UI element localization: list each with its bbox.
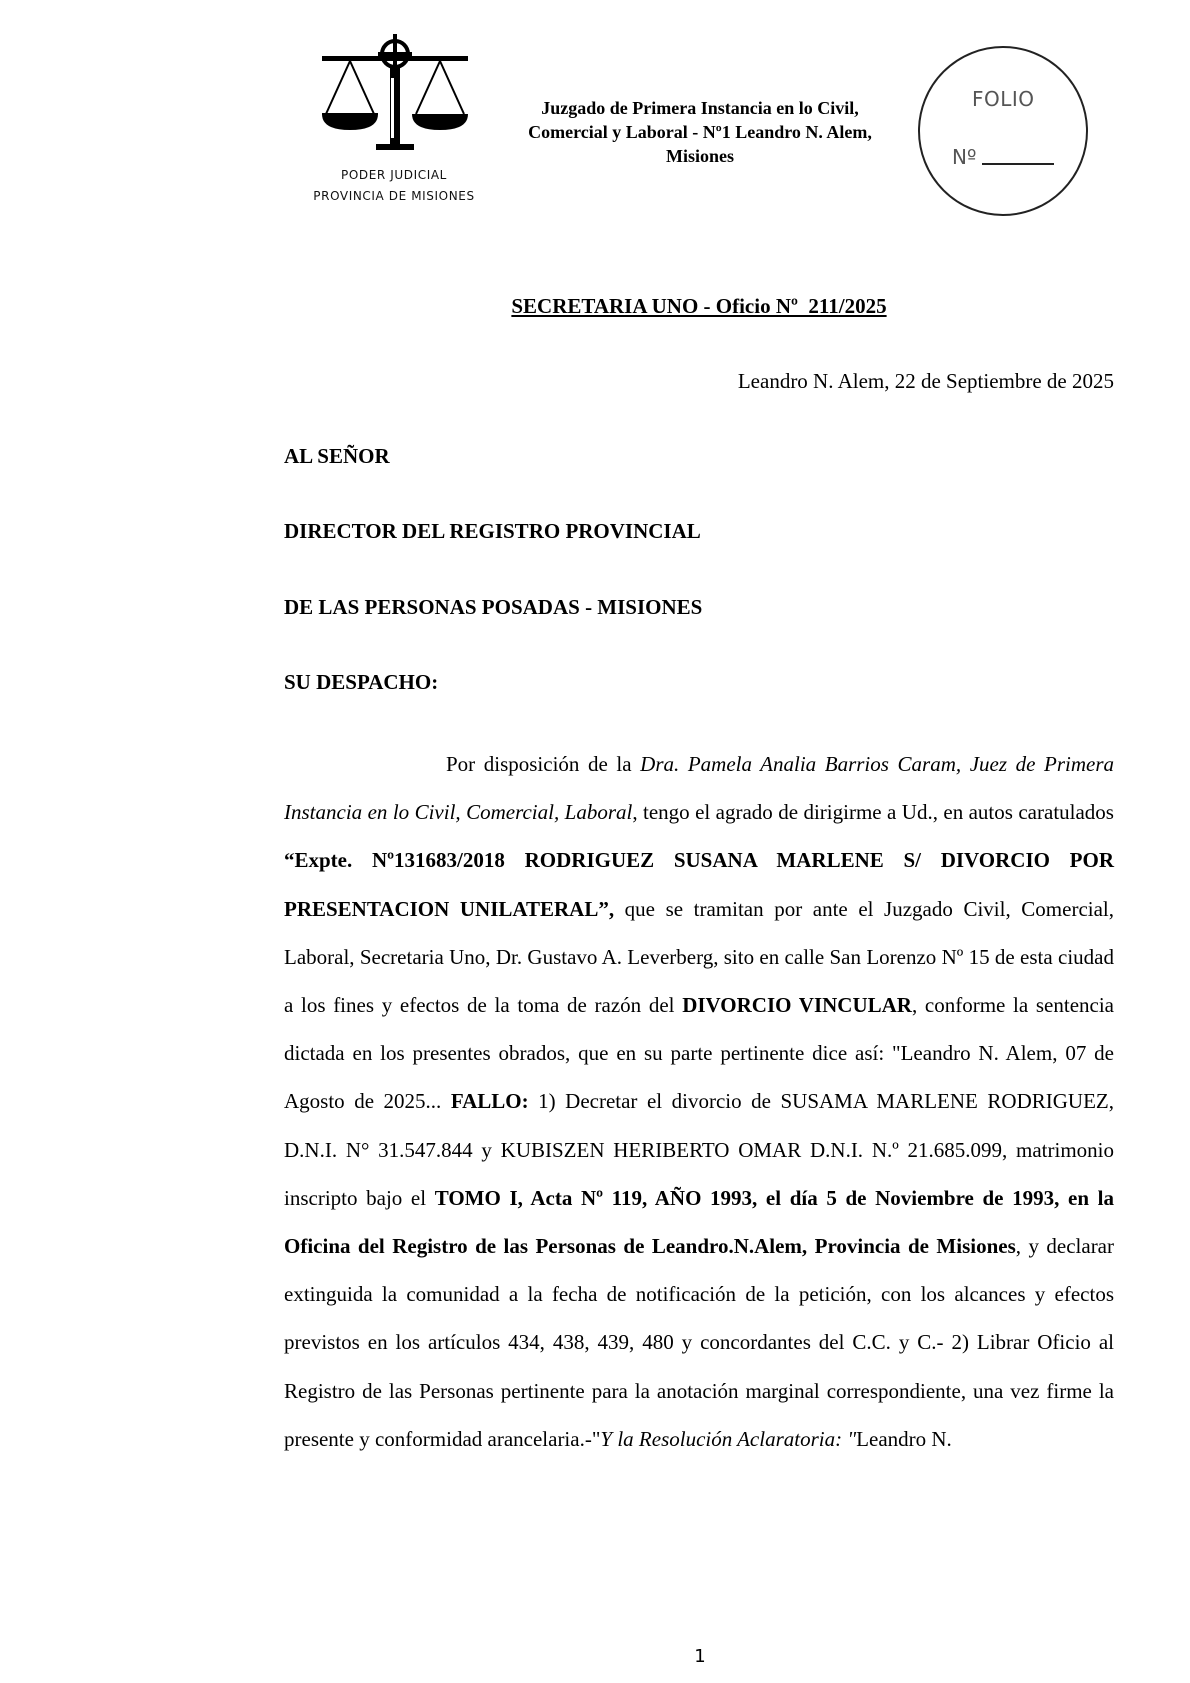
page-number: 1 bbox=[694, 1646, 706, 1667]
body-segment: , tengo el agrado de dirigirme a Ud., en autos caratulados bbox=[632, 800, 1114, 825]
court-title-line-1: Juzgado de Primera Instancia en lo Civil, bbox=[541, 98, 859, 118]
addressee-line-3: DE LAS PERSONAS POSADAS - MISIONES bbox=[284, 595, 703, 619]
seal-text-line-1: PODER JUDICIAL bbox=[341, 168, 447, 182]
body-segment: , conforme la sentencia dictada en los presentes obrados, que en su parte pertinente dice así: "Leandro N. Alem, 07 de Agosto de 2025... bbox=[284, 993, 1114, 1114]
body-divorcio-vincular: DIVORCIO VINCULAR bbox=[682, 993, 912, 1018]
addressee-line-1: AL SEÑOR bbox=[284, 444, 390, 468]
body-segment: , y declarar extinguida la comunidad a la fecha de notificación de la petición, con los alcances y efectos previstos en los artículos 434, 438, 439, 480 y concordantes del C.C. y C.- 2) Librar Oficio al Registro de las Personas pertinente para la anotación marginal correspondiente, una vez firme la presente y conformidad arancelaria.-" bbox=[284, 1234, 1114, 1451]
court-seal-logo bbox=[296, 34, 492, 210]
court-title bbox=[500, 96, 900, 168]
body-segment: Por disposición de la bbox=[446, 752, 641, 776]
body-judge-name: Dra. Pamela Analia Barrios Caram, Juez de Primera Instancia en lo Civil, Comercial, Laboral bbox=[284, 752, 1114, 825]
body-segment: 1) Decretar el divorcio de SUSAMA MARLENE RODRIGUEZ, D.N.I. N° 31.547.844 y KUBISZEN HERIBERTO OMAR D.N.I. N.º 21.685.099, matrimonio inscripto bajo el bbox=[284, 1089, 1114, 1210]
date-line: Leandro N. Alem, 22 de Septiembre de 2025 bbox=[737, 369, 1114, 393]
addressee-line-2: DIRECTOR DEL REGISTRO PROVINCIAL bbox=[284, 519, 701, 543]
seal-text-line-2: PROVINCIA DE MISIONES bbox=[313, 189, 475, 203]
court-title-line-2: Comercial y Laboral - Nº1 Leandro N. Alem, bbox=[528, 122, 872, 142]
body-registry-details: TOMO I, Acta Nº 119, AÑO 1993, el día 5 de Noviembre de 1993, en la Oficina del Registro de las Personas de Leandro.N.Alem, Provincia de Misiones bbox=[284, 1185, 1114, 1259]
scales-of-justice-icon bbox=[322, 34, 468, 164]
body-case-caption: “Expte. Nº131683/2018 RODRIGUEZ SUSANA MARLENE S/ DIVORCIO POR PRESENTACION UNILATERAL”, bbox=[284, 848, 1114, 921]
folio-stamp bbox=[918, 46, 1088, 216]
addressee-line-4: SU DESPACHO: bbox=[284, 670, 439, 694]
body-paragraph bbox=[284, 740, 1114, 1463]
folio-number-label: Nº bbox=[952, 145, 977, 169]
court-title-line-3: Misiones bbox=[665, 146, 734, 166]
body-fallo-label: FALLO: bbox=[450, 1089, 529, 1114]
body-resolucion-aclaratoria: Y la Resolución Aclaratoria: " bbox=[600, 1426, 857, 1451]
body-segment: que se tramitan por ante el Juzgado Civil, Comercial, Laboral, Secretaria Uno, Dr. Gustavo A. Leverberg, sito en calle San Lorenzo Nº 15 de esta ciudad a los fines y efectos de la toma de razón del bbox=[284, 896, 1114, 1018]
folio-number-blank bbox=[982, 163, 1054, 165]
oficio-title: SECRETARIA UNO - Oficio Nº 211/2025 bbox=[511, 294, 887, 318]
folio-label: FOLIO bbox=[972, 87, 1035, 111]
body-segment: Leandro N. bbox=[856, 1426, 952, 1451]
